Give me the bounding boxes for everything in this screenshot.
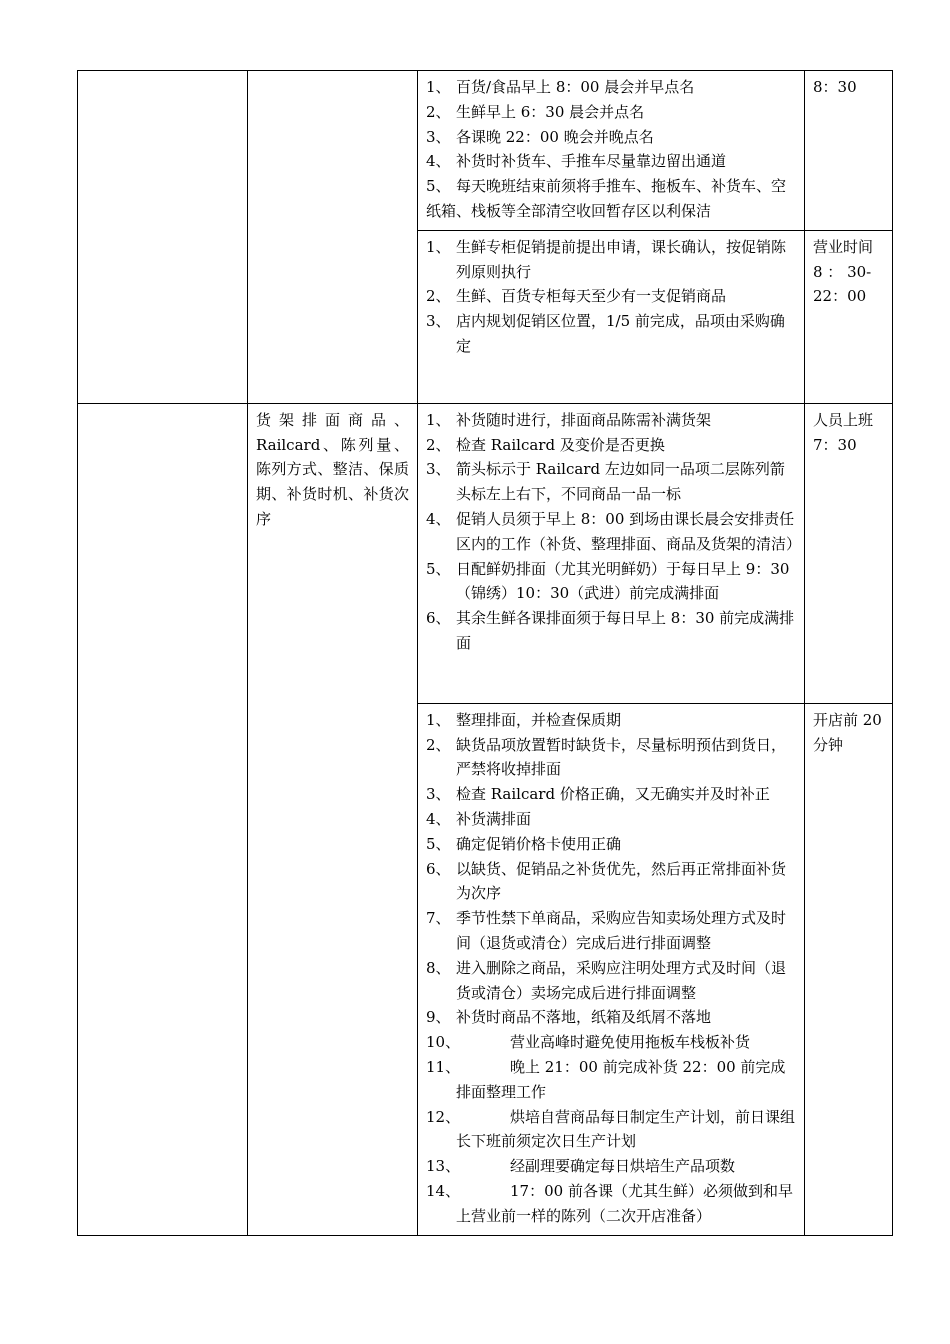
list-item: 3、 检查 Railcard 价格正确，又无确实并及时补正 [426, 785, 770, 804]
time-cell: 开店前 20 分钟 [805, 703, 893, 1235]
list-item: 5、 每天晚班结束前须将手推车、拖板车、补货车、空纸箱、栈板等全部清空收回暂存区以利保洁 [426, 177, 787, 220]
procedure-list [426, 75, 796, 224]
list-item: 5、 日配鲜奶排面（尤其光明鲜奶）于每日早上 9：30（锦绣）10：30（武进）前完成满排面 [426, 559, 790, 603]
list-item: 4、 补货时补货车、手推车尽量靠边留出通道 [426, 152, 727, 171]
list-item: 5、 确定促销价格卡使用正确 [426, 834, 622, 853]
time-cell: 人员上班 7：30 [805, 403, 893, 703]
list-item: 3、 店内规划促销区位置，1/5 前完成，品项由采购确定 [426, 312, 785, 355]
procedure-cell [418, 71, 805, 231]
list-item: 4、 补货满排面 [426, 809, 532, 828]
list-item: 2、 生鲜、百货专柜每天至少有一支促销商品 [426, 287, 727, 306]
procedure-list [426, 235, 796, 359]
list-item: 6、 以缺货、促销品之补货优先，然后再正常排面补货为次序 [426, 859, 787, 903]
blank-cell [78, 71, 248, 404]
list-item: 9、 补货时商品不落地，纸箱及纸屑不落地 [426, 1008, 712, 1027]
schedule-table [77, 70, 893, 1236]
blank-cell [78, 403, 248, 1235]
list-item: 6、 其余生鲜各课排面须于每日早上 8：30 前完成满排面 [426, 609, 795, 652]
category-cell [248, 71, 418, 404]
list-item: 1、 补货随时进行，排面商品陈需补满货架 [426, 410, 712, 429]
list-item: 1、 百货/食品早上 8：00 晨会并早点名 [426, 78, 695, 96]
procedure-cell [418, 403, 805, 703]
list-item: 13、 经副理要确定每日烘培生产品项数 [426, 1157, 736, 1176]
procedure-cell [418, 230, 805, 403]
list-item: 1、 生鲜专柜促销提前提出申请，课长确认，按促销陈列原则执行 [426, 237, 787, 281]
time-cell: 营业时间 8 ： 30-22：00 [805, 230, 893, 403]
list-item: 7、 季节性禁下单商品，采购应告知卖场处理方式及时间（退货或清仓）完成后进行排面调整 [426, 909, 787, 952]
category-text: 货架排面商品、Railcard、陈列量、陈列方式、整洁、保质期、补货时机、补货次序 [256, 410, 409, 528]
procedure-list [426, 708, 796, 1229]
procedure-cell [418, 703, 805, 1235]
list-item: 2、 缺货品项放置暂时缺货卡，尽量标明预估到货日，严禁将收掉排面 [426, 735, 787, 779]
procedure-list [426, 408, 802, 656]
category-cell [248, 403, 418, 1235]
list-item: 14、 17：00 前各课（尤其生鲜）必须做到和早上营业前一样的陈列（二次开店准备） [426, 1181, 793, 1225]
time-cell: 8：30 [805, 71, 893, 231]
list-item: 12、 烘培自营商品每日制定生产计划，前日课组长下班前须定次日生产计划 [426, 1107, 796, 1151]
list-item: 4、 促销人员须于早上 8：00 到场由课长晨会安排责任区内的工作（补货、整理排面、商品及货架的清洁） [426, 509, 802, 553]
list-item: 3、 箭头标示于 Railcard 左边如同一品项二层陈列箭头标左上右下，不同商品一品一标 [426, 460, 785, 504]
list-item: 10、 营业高峰时避免使用拖板车栈板补货 [426, 1033, 751, 1052]
list-item: 8、 进入删除之商品，采购应注明处理方式及时间（退货或清仓）卖场完成后进行排面调整 [426, 958, 787, 1002]
schedule-table-container [77, 70, 892, 1236]
list-item: 1、 整理排面，并检查保质期 [426, 710, 622, 729]
list-item: 2、 检查 Railcard 及变价是否更换 [426, 435, 665, 454]
list-item: 11、 晚上 21：00 前完成补货 22：00 前完成排面整理工作 [426, 1057, 786, 1101]
list-item: 3、 各课晚 22：00 晚会并晚点名 [426, 127, 654, 146]
table-row [78, 403, 893, 703]
table-row [78, 71, 893, 231]
list-item: 2、 生鲜早上 6：30 晨会并点名 [426, 102, 645, 121]
